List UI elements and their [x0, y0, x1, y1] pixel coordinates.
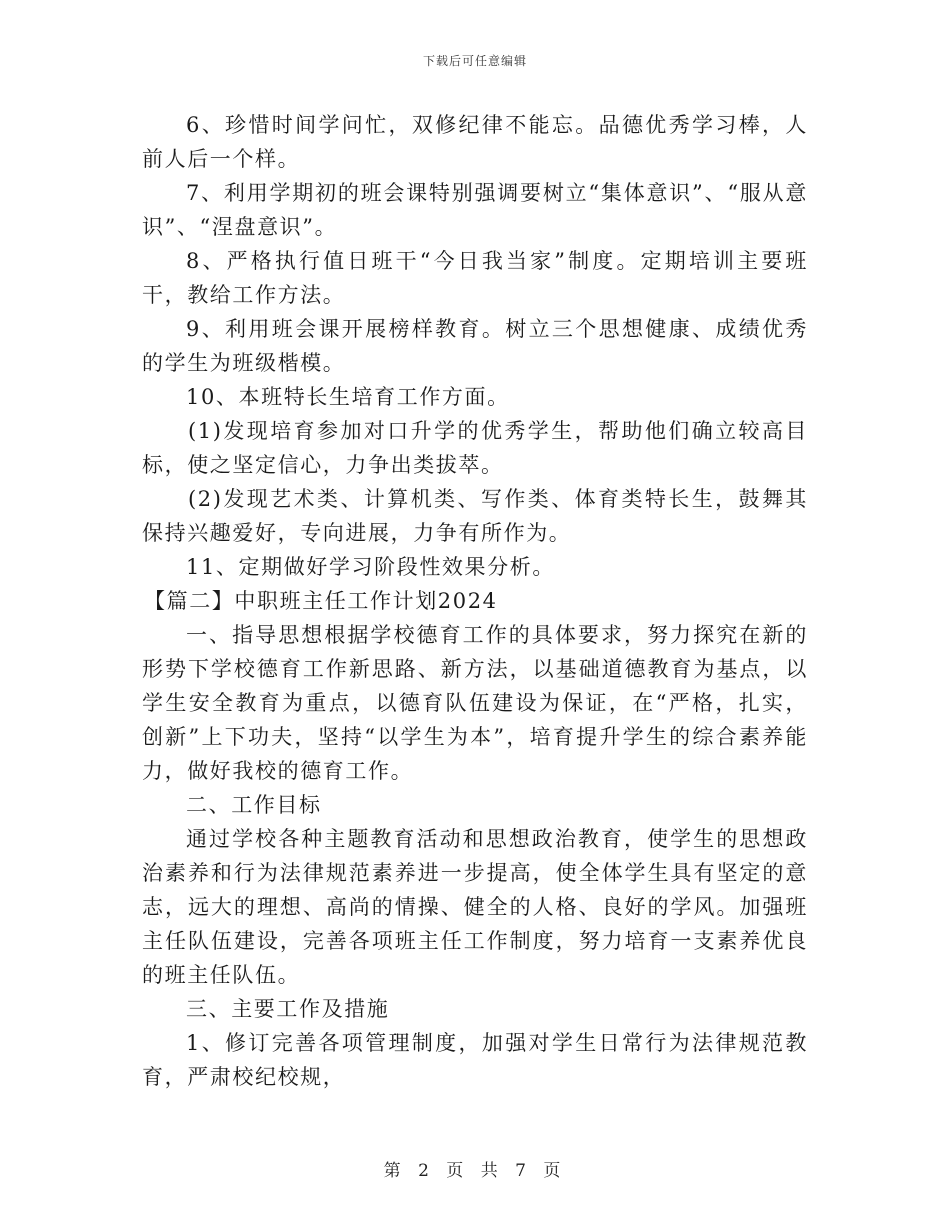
section-heading-part2: 【篇二】中职班主任工作计划2024	[144, 589, 498, 613]
paragraph-item-10: 10、本班特长生培育工作方面。	[186, 385, 510, 409]
paragraph-guiding-ideology: 一、指导思想根据学校德育工作的具体要求，努力探究在新的形势下学校德育工作新思路、新方法，以基础道德教育为基点，以学生安全教育为重点，以德育队伍建设为保证，在“严格，扎实，创新”上下功夫，坚持“以学生为本”，培育提升学生的综合素养能力，做好我校的德育工作。	[142, 623, 808, 783]
paragraph-work-goals-body: 通过学校各种主题教育活动和思想政治教育，使学生的思想政治素养和行为法律规范素养进一步提高，使全体学生具有坚定的意志，远大的理想、高尚的情操、健全的人格、良好的学风。加强班主任队伍建设，完善各项班主任工作制度，努力培育一支素养优良的班主任队伍。	[142, 827, 808, 987]
paragraph-item-7: 7、利用学期初的班会课特别强调要树立“集体意识”、“服从意识”、“涅盘意识”。	[142, 181, 808, 239]
paragraph-item-10-sub2: (2)发现艺术类、计算机类、写作类、体育类特长生，鼓舞其保持兴趣爱好，专向进展，力争有所作为。	[142, 487, 808, 545]
page-header-note: 下载后可任意编辑	[422, 54, 527, 68]
paragraph-item-9: 9、利用班会课开展榜样教育。树立三个思想健康、成绩优秀的学生为班级楷模。	[142, 317, 808, 375]
paragraph-work-goals-heading: 二、工作目标	[186, 793, 322, 817]
paragraph-item-8: 8、严格执行值日班干“今日我当家”制度。定期培训主要班干，教给工作方法。	[142, 249, 808, 307]
paragraph-item-6: 6、珍惜时间学问忙，双修纪律不能忘。品德优秀学习棒，人前人后一个样。	[142, 113, 808, 171]
paragraph-main-work-heading: 三、主要工作及措施	[186, 997, 390, 1021]
paragraph-item-11: 11、定期做好学习阶段性效果分析。	[186, 555, 555, 579]
paragraph-item-10-sub1: (1)发现培育参加对口升学的优秀学生，帮助他们确立较高目标，使之坚定信心，力争出类拔萃。	[142, 419, 808, 477]
page-number-footer: 第 2 页 共 7 页	[383, 1161, 567, 1181]
paragraph-main-work-item-1: 1、修订完善各项管理制度，加强对学生日常行为法律规范教育，严肃校纪校规，	[142, 1031, 808, 1089]
document-body	[142, 108, 808, 1094]
